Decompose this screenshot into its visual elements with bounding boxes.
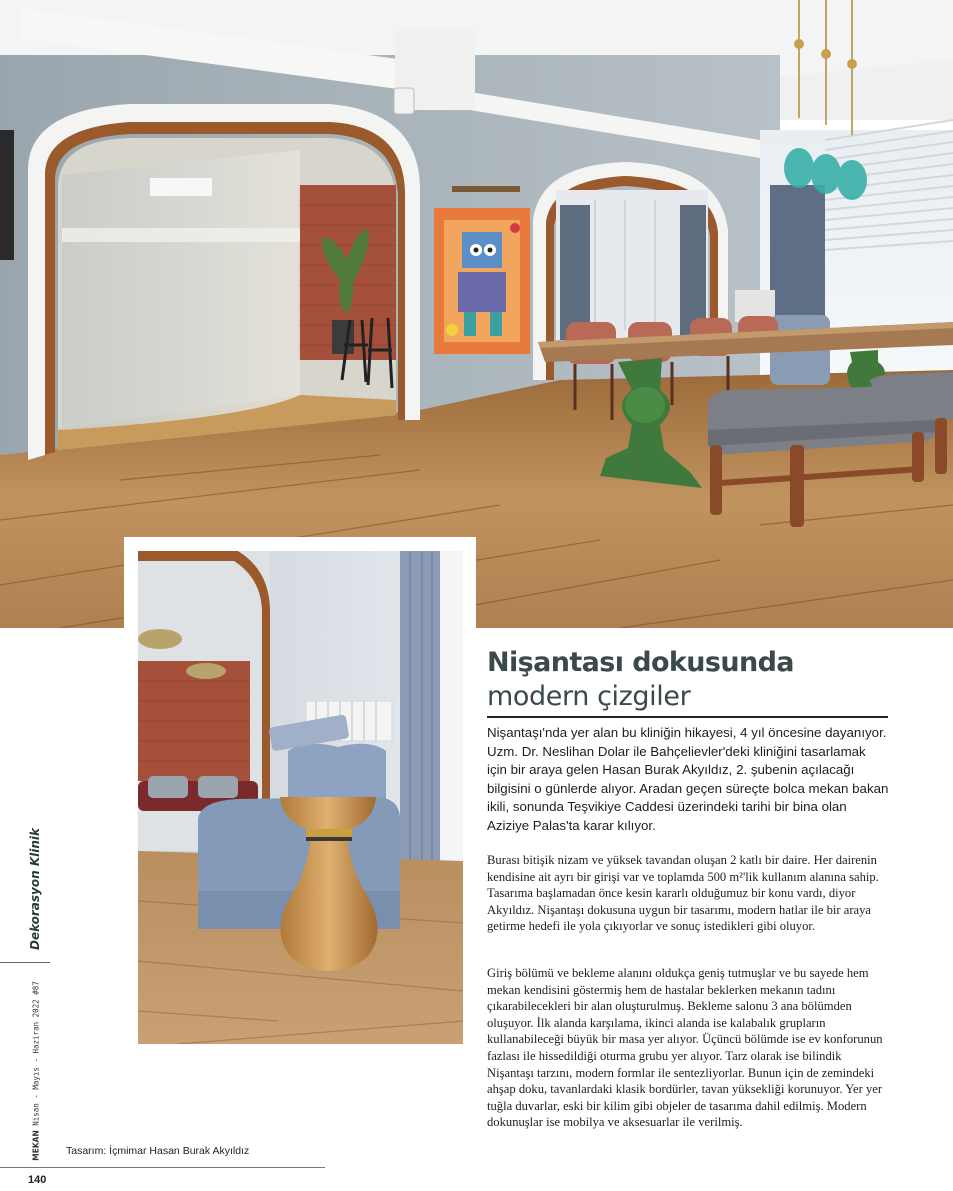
section-label-text: Dekorasyon Klinik — [28, 827, 42, 950]
section-label — [27, 826, 43, 951]
inset-photo — [138, 551, 463, 1044]
body-paragraph-1: Burası bitişik nizam ve yüksek tavandan oluşan 2 katlı bir daire. Her dairenin kendisine ait ayrı bir girişi var ve toplamda 500 m²'lik kullanım alanına sahip. Tasarıma başlamadan önce kesin kararlı olduğumuz bir konu vardı, diyor Akyıldız. Nişantaşı dokusuna uygun bir tasarımı, modern hatlar ile bir araya getirme hedefi ile yola çıkıyorlar ve sonuç istedikleri gibi oluyor. — [487, 853, 879, 934]
magazine-name: MEKAN — [31, 1130, 41, 1161]
photo-caption: Tasarım: İçmimar Hasan Burak Akyıldız — [66, 1145, 250, 1157]
footer-rule — [0, 1167, 325, 1168]
lead-paragraph: Nişantaşı'nda yer alan bu kliniğin hikayesi, 4 yıl öncesine dayanıyor. Uzm. Dr. Neslihan Dolar ile Bahçelievler'deki kliniğini tasarlamak için bir araya gelen Hasan Burak Akyıldız, 2. şubenin açılacağı bilgisini o günlerde alıyor. Aradan geçen süreçte bolca mekan bakan ikili, sonunda Teşvikiye Caddesi üzerindeki tarihi bir bina olan Aziziye Palas'ta karar kılıyor. — [487, 725, 889, 833]
issue-info — [30, 976, 42, 1166]
body-paragraph-2: Giriş bölümü ve bekleme alanını oldukça geniş tutmuşlar ve bu sayede hem mekan kendisini göstermiş hem de hastalar beklerken mekanın tadını çıkarabilecekleri bir alan oluşturulmuş. Bekleme salonu 3 ana bölümden oluşuyor. İlk alanda karşılama, ikinci alanda ise kalabalık grupların kullanabileceği büyük bir masa yer alıyor. Üçüncü bölümde ise ev konforunun fazlası ile hissedildiği oturma grubu yer alıyor. Tarz olarak ise bilindik Nişantaşı tarzını, modern formlar ile sentezliyorlar. Bunun için de zemindeki ahşap doku, tavanlardaki klasik bordürler, tavan yüksekliği korunuyor. Yer yer tuğla duvarlar, eski bir kilim gibi objeler de tasarıma dahil edilmiş. Modern dokunuşlar ise mobilya ve aksesuarlar ile verilmiş. — [487, 966, 883, 1130]
page-number: 140 — [28, 1174, 47, 1186]
article-headline — [487, 646, 889, 714]
sidebar-divider — [0, 962, 50, 963]
issue-text: Nisan - Mayıs - Haziran 2022 #87 — [31, 981, 41, 1126]
headline-bold: Nişantası dokusunda — [487, 647, 794, 678]
headline-light: modern çizgiler — [487, 681, 691, 712]
headline-rule — [487, 716, 888, 718]
